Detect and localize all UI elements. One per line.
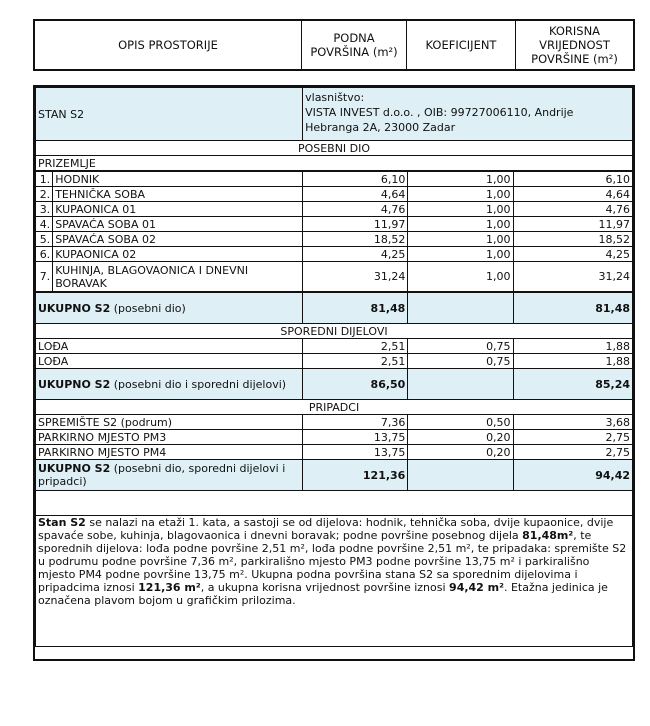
rooms-table xyxy=(35,171,633,292)
room-coefficient: 1,00 xyxy=(408,262,513,292)
header-floor-area: PODNA POVRŠINA (m²) xyxy=(302,20,407,70)
room-row xyxy=(36,247,633,262)
section-posebni-dio: POSEBNI DIO xyxy=(36,141,633,156)
room-row xyxy=(36,172,633,187)
room-name: KUPAONICA 02 xyxy=(53,247,303,262)
room-coefficient: 1,00 xyxy=(408,217,513,232)
room-useful: 18,52 xyxy=(513,232,632,247)
room-name: SPAVAĆA SOBA 01 xyxy=(53,217,303,232)
unit-table xyxy=(33,85,635,661)
appurtenances-row xyxy=(36,415,633,430)
room-row xyxy=(36,232,633,247)
total-row-posebni: UKUPNO S2 (posebni dio) 81,48 81,48 xyxy=(36,293,633,324)
total-row-sporedni: UKUPNO S2 (posebni dio i sporedni dijelovi) 86,50 85,24 xyxy=(36,369,633,400)
appurtenances-useful: 2,75 xyxy=(513,445,632,460)
room-area: 11,97 xyxy=(303,217,408,232)
appurtenances-coefficient: 0,20 xyxy=(408,445,513,460)
owner-info: vlasništvo: VISTA INVEST d.o.o. , OIB: 99727006110, Andrije Hebranga 2A, 23000 Zadar xyxy=(303,88,633,141)
section-sporedni: SPOREDNI DIJELOVI xyxy=(36,324,633,339)
appurtenances-coefficient: 0,20 xyxy=(408,430,513,445)
room-coefficient: 1,00 xyxy=(408,202,513,217)
room-row xyxy=(36,217,633,232)
room-index: 6. xyxy=(36,247,53,262)
room-name: SPAVAĆA SOBA 02 xyxy=(53,232,303,247)
room-index: 3. xyxy=(36,202,53,217)
secondary-name: LOĐA xyxy=(36,354,303,369)
header-description: OPIS PROSTORIJE xyxy=(34,20,302,70)
appurtenances-name: PARKIRNO MJESTO PM3 xyxy=(36,430,303,445)
appurtenances-useful: 2,75 xyxy=(513,430,632,445)
room-name: KUPAONICA 01 xyxy=(53,202,303,217)
header-coefficient: KOEFICIJENT xyxy=(407,20,516,70)
appurtenances-row xyxy=(36,430,633,445)
spacer-row xyxy=(36,491,633,516)
secondary-row xyxy=(36,354,633,369)
appurtenances-useful: 3,68 xyxy=(513,415,632,430)
secondary-name: LOĐA xyxy=(36,339,303,354)
room-row xyxy=(36,262,633,292)
header-useful-value: KORISNA VRIJEDNOST POVRŠINE (m²) xyxy=(516,20,635,70)
room-useful: 4,25 xyxy=(513,247,632,262)
room-area: 4,25 xyxy=(303,247,408,262)
description-text: Stan S2 se nalazi na etaži 1. kata, a sastoji se od dijelova: hodnik, tehnička soba, dvije kupaonice, dvije spavaće sobe, kuhinja, blagovaonica i dnevni boravak; podne površine posebnog dijela 81,48m², te sporednih dijelova: lođa podne površine 2,51 m², lođa podne površine 2,51 m², te pripadaka: spremište S2 u podrumu podne površine 7,36 m², parkirališno mjesto PM3 podne površine 13,75 m² i parkirališno mjesto PM4 podne površine 13,75 m². Ukupna podna površina stana S2 sa sporednim dijelovima i pripadcima iznosi 121,36 m², a ukupna korisna vrijednost površine iznosi 94,42 m². Etažna jedinica je označena plavom bojom u grafičkim prilozima. xyxy=(36,516,633,647)
appurtenances-coefficient: 0,50 xyxy=(408,415,513,430)
appurtenances-area: 13,75 xyxy=(303,430,408,445)
room-useful: 6,10 xyxy=(513,172,632,187)
room-coefficient: 1,00 xyxy=(408,247,513,262)
appurtenances-row xyxy=(36,445,633,460)
room-name: KUHINJA, BLAGOVAONICA I DNEVNI BORAVAK xyxy=(53,262,303,292)
room-row xyxy=(36,202,633,217)
room-area: 18,52 xyxy=(303,232,408,247)
appurtenances-area: 13,75 xyxy=(303,445,408,460)
room-name: TEHNIČKA SOBA xyxy=(53,187,303,202)
room-area: 6,10 xyxy=(303,172,408,187)
room-coefficient: 1,00 xyxy=(408,172,513,187)
unit-row xyxy=(36,88,633,141)
room-useful: 11,97 xyxy=(513,217,632,232)
room-index: 1. xyxy=(36,172,53,187)
total-row-pripadci: UKUPNO S2 (posebni dio, sporedni dijelovi i pripadci) 121,36 94,42 xyxy=(36,460,633,491)
room-useful: 4,64 xyxy=(513,187,632,202)
secondary-coefficient: 0,75 xyxy=(408,354,513,369)
room-index: 4. xyxy=(36,217,53,232)
secondary-area: 2,51 xyxy=(303,354,408,369)
room-coefficient: 1,00 xyxy=(408,232,513,247)
room-area: 4,76 xyxy=(303,202,408,217)
room-name: HODNIK xyxy=(53,172,303,187)
room-index: 5. xyxy=(36,232,53,247)
room-index: 7. xyxy=(36,262,53,292)
room-coefficient: 1,00 xyxy=(408,187,513,202)
header-table xyxy=(33,19,635,71)
room-index: 2. xyxy=(36,187,53,202)
secondary-row xyxy=(36,339,633,354)
room-area: 4,64 xyxy=(303,187,408,202)
room-useful: 31,24 xyxy=(513,262,632,292)
secondary-useful: 1,88 xyxy=(513,339,632,354)
secondary-coefficient: 0,75 xyxy=(408,339,513,354)
appurtenances-name: PARKIRNO MJESTO PM4 xyxy=(36,445,303,460)
room-area: 31,24 xyxy=(303,262,408,292)
unit-name: STAN S2 xyxy=(36,88,303,141)
room-useful: 4,76 xyxy=(513,202,632,217)
secondary-useful: 1,88 xyxy=(513,354,632,369)
secondary-area: 2,51 xyxy=(303,339,408,354)
appurtenances-area: 7,36 xyxy=(303,415,408,430)
section-floor: PRIZEMLJE xyxy=(36,156,633,171)
section-pripadci: PRIPADCI xyxy=(36,400,633,415)
room-row xyxy=(36,187,633,202)
appurtenances-name: SPREMIŠTE S2 (podrum) xyxy=(36,415,303,430)
